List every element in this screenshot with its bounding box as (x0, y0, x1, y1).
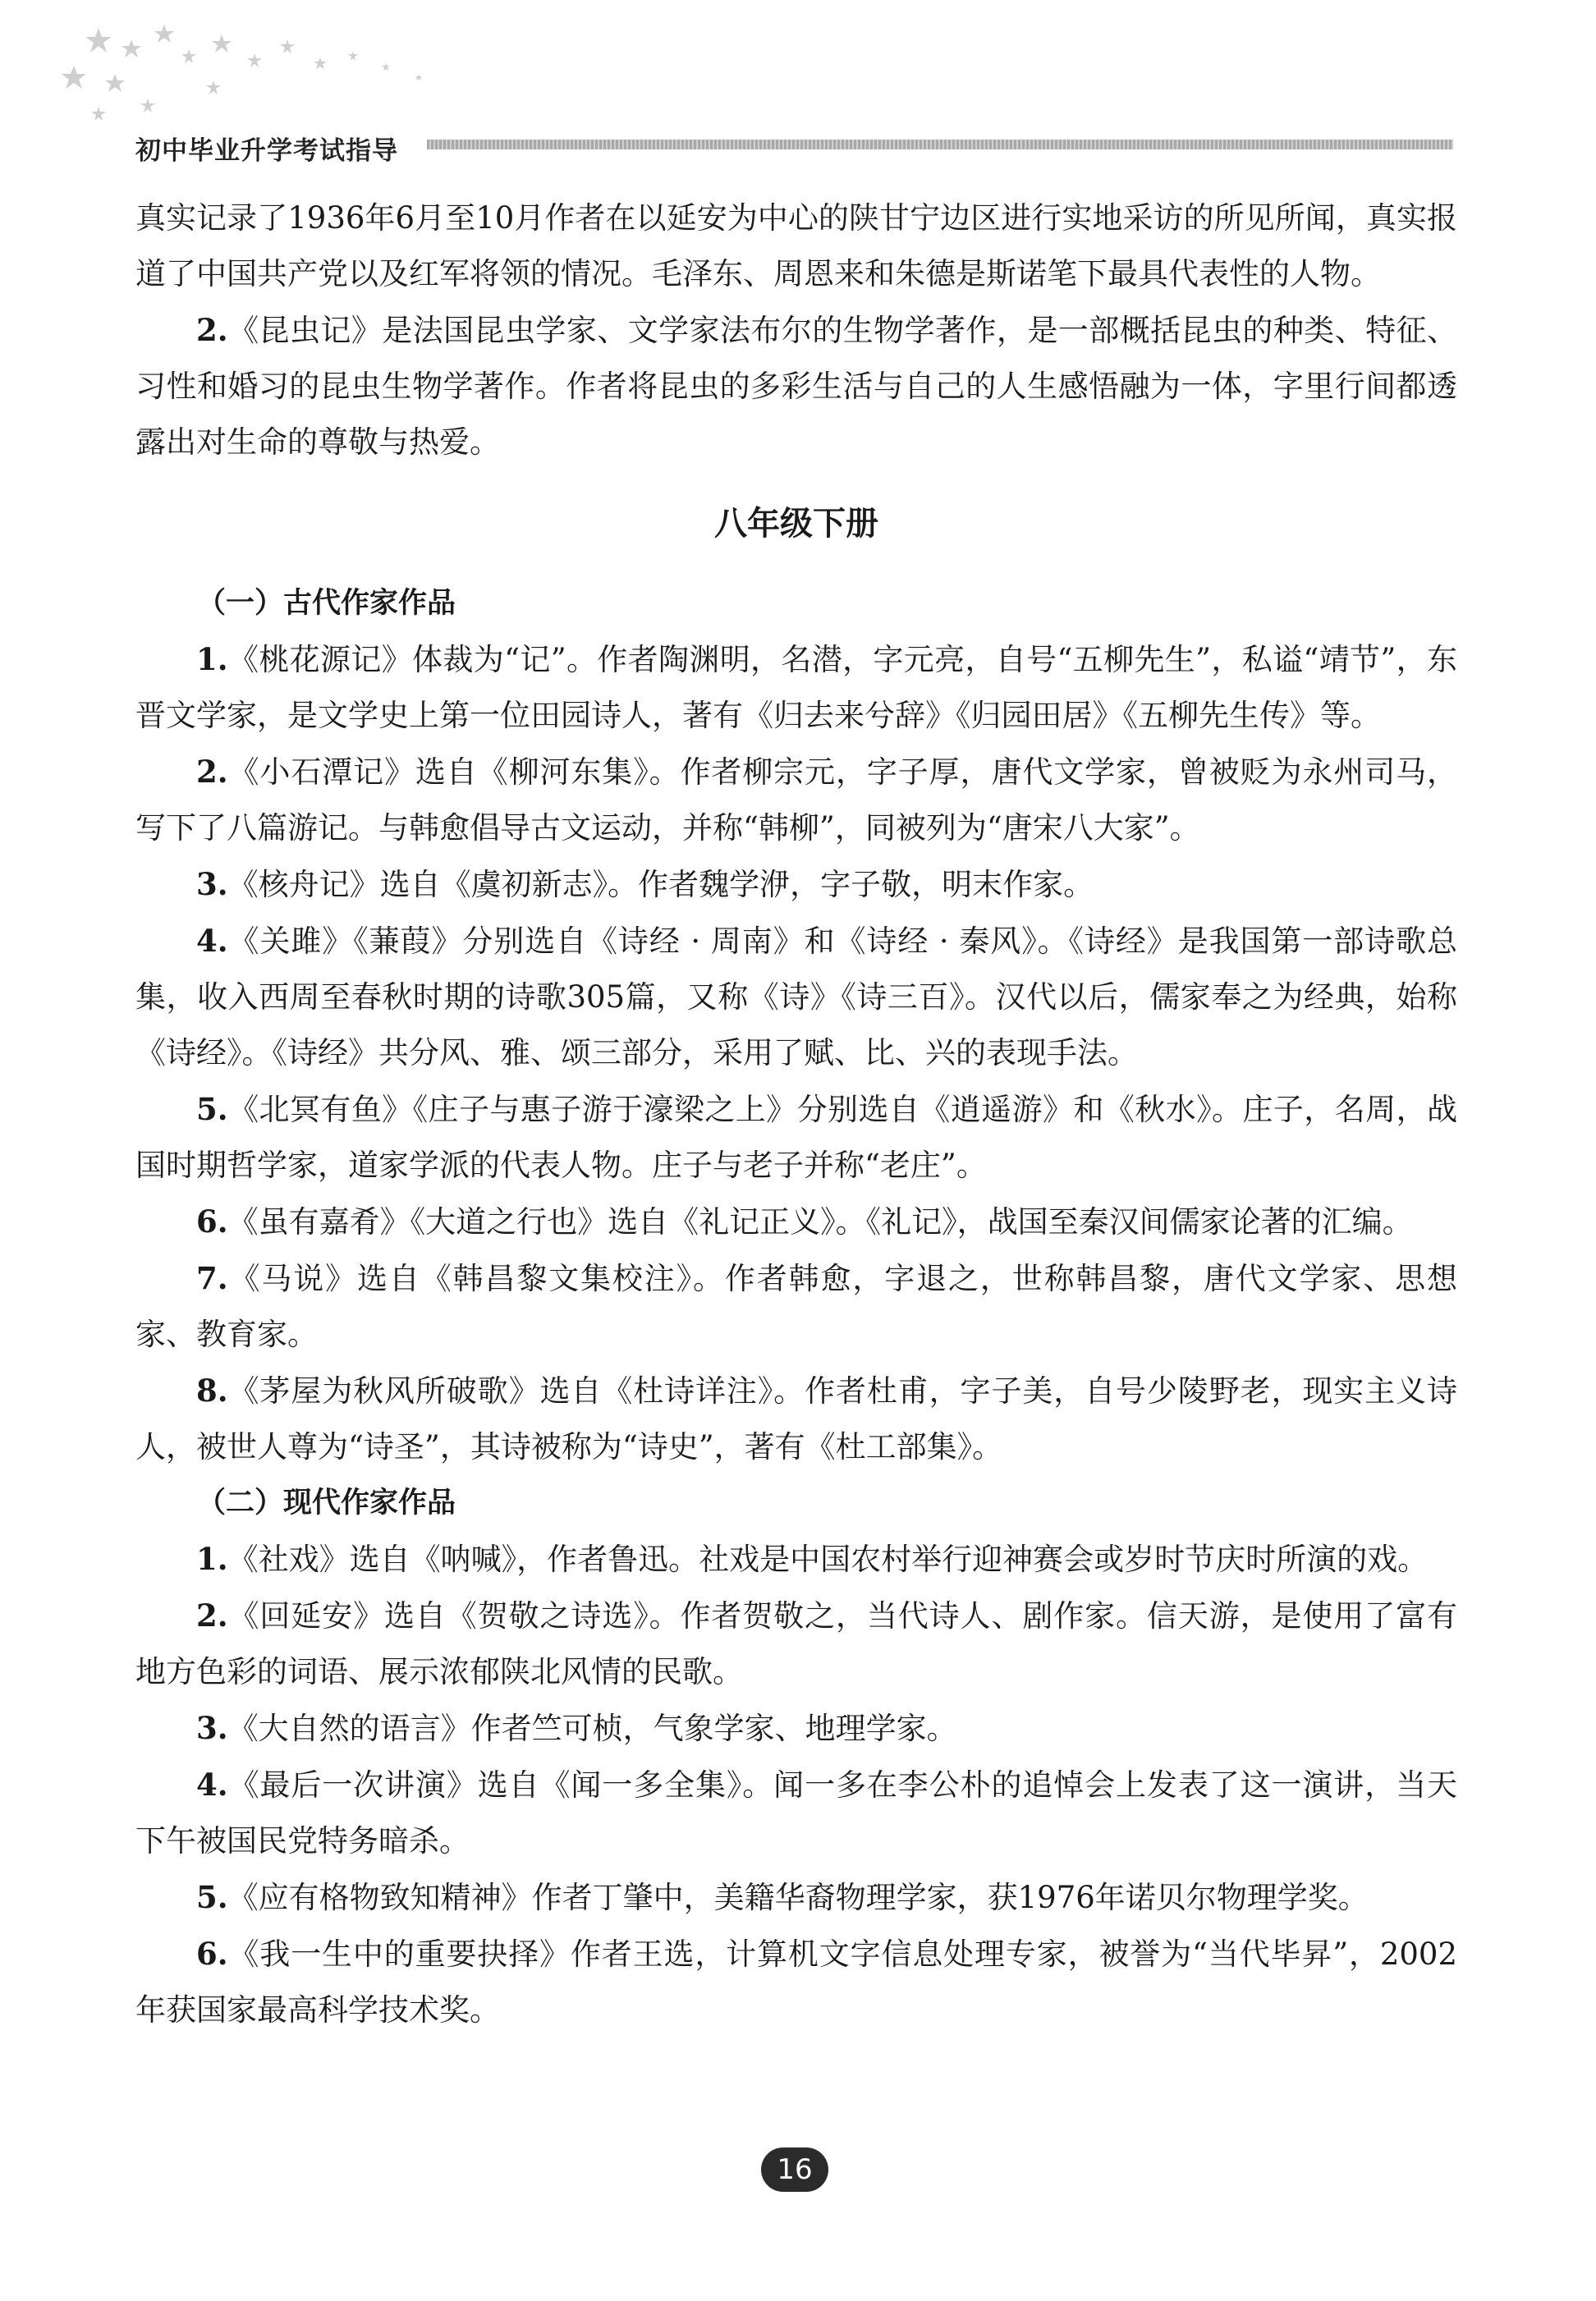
item-number: 4. (196, 1767, 228, 1803)
item-text: 《马说》选自《韩昌黎文集校注》。作者韩愈，字退之，世称韩昌黎，唐代文学家、思想家、教育家。 (135, 1261, 1457, 1352)
list-item (135, 1588, 1457, 1700)
list-item (135, 1869, 1457, 1926)
item-number: 5. (196, 1091, 228, 1127)
item-number: 3. (196, 1710, 228, 1746)
item-text: 《虽有嘉肴》《大道之行也》选自《礼记正义》。《礼记》，战国至秦汉间儒家论著的汇编。 (227, 1204, 1413, 1240)
item-text: 《关雎》《蒹葭》分别选自《诗经 · 周南》和《诗经 · 秦风》。《诗经》是我国第一部诗歌总集，收入西周至春秋时期的诗歌305篇，又称《诗》《诗三百》。汉代以后，儒家奉之为经典，始称《诗经》。《诗经》共分风、雅、颂三部分，采用了赋、比、兴的表现手法。 (135, 924, 1457, 1070)
list-item (135, 1363, 1457, 1475)
item-text: 《昆虫记》是法国昆虫学家、文学家法布尔的生物学著作，是一部概括昆虫的种类、特征、习性和婚习的昆虫生物学著作。作者将昆虫的多彩生活与自己的人生感悟融为一体，字里行间都透露出对生命的尊敬与热爱。 (135, 313, 1457, 460)
item-number: 2. (196, 754, 228, 790)
list-item (135, 302, 1457, 470)
page-content (135, 190, 1457, 2038)
item-text: 《大自然的语言》作者竺可桢，气象学家、地理学家。 (227, 1711, 957, 1746)
item-text: 《茅屋为秋风所破歌》选自《杜诗详注》。作者杜甫，字子美，自号少陵野老，现实主义诗人，被世人尊为“诗圣”，其诗被称为“诗史”，著有《杜工部集》。 (135, 1373, 1457, 1464)
list-item (135, 1926, 1457, 2038)
item-number: 6. (196, 1936, 228, 1972)
header-title: 初中毕业升学考试指导 (135, 136, 398, 166)
item-number: 8. (196, 1373, 228, 1409)
item-text: 《桃花源记》体裁为“记”。作者陶渊明，名潜，字元亮，自号“五柳先生”，私谥“靖节”，东晋文学家，是文学史上第一位田园诗人，著有《归去来兮辞》《归园田居》《五柳先生传》等。 (135, 642, 1457, 733)
list-item (135, 856, 1457, 913)
item-number: 7. (196, 1260, 228, 1296)
item-text: 《小石潭记》选自《柳河东集》。作者柳宗元，字子厚，唐代文学家，曾被贬为永州司马，写下了八篇游记。与韩愈倡导古文运动，并称“韩柳”，同被列为“唐宋八大家”。 (135, 754, 1457, 846)
item-number: 4. (196, 923, 228, 959)
item-number: 2. (196, 312, 228, 348)
header-divider (427, 140, 1453, 149)
item-number: 5. (196, 1879, 228, 1915)
list-item (135, 631, 1457, 744)
item-text: 《社戏》选自《呐喊》，作者鲁迅。社戏是中国农村举行迎神赛会或岁时节庆时所演的戏。 (227, 1542, 1429, 1577)
list-item (135, 744, 1457, 856)
subsection-heading-modern: （二）现代作家作品 (197, 1487, 456, 1519)
item-number: 1. (196, 1541, 228, 1577)
list-item (135, 913, 1457, 1081)
intro-paragraph: 真实记录了1936年6月至10月作者在以延安为中心的陕甘宁边区进行实地采访的所见所闻，真实报道了中国共产党以及红军将领的情况。毛泽东、周恩来和朱德是斯诺笔下最具代表性的人物。 (135, 200, 1457, 291)
subsection-heading-ancient: （一）古代作家作品 (197, 587, 456, 620)
page-number: 16 (761, 2147, 828, 2192)
item-text: 《应有格物致知精神》作者丁肇中，美籍华裔物理学家，获1976年诺贝尔物理学奖。 (227, 1880, 1369, 1915)
list-item (135, 1194, 1457, 1250)
decorative-stars-icon (49, 16, 443, 123)
list-item (135, 1081, 1457, 1194)
section-title: 八年级下册 (714, 505, 878, 543)
item-text: 《最后一次讲演》选自《闻一多全集》。闻一多在李公朴的追悼会上发表了这一演讲，当天下午被国民党特务暗杀。 (135, 1767, 1457, 1859)
list-item (135, 1250, 1457, 1363)
list-item (135, 1700, 1457, 1757)
item-number: 3. (196, 866, 228, 902)
list-item (135, 1757, 1457, 1869)
item-text: 《回延安》选自《贺敬之诗选》。作者贺敬之，当代诗人、剧作家。信天游，是使用了富有地方色彩的词语、展示浓郁陕北风情的民歌。 (135, 1598, 1457, 1689)
item-text: 《我一生中的重要抉择》作者王选，计算机文字信息处理专家，被誉为“当代毕昇”，2002年获国家最高科学技术奖。 (135, 1937, 1457, 2028)
item-number: 2. (196, 1597, 228, 1634)
item-number: 6. (196, 1203, 228, 1240)
list-item (135, 1531, 1457, 1588)
item-number: 1. (196, 641, 228, 677)
item-text: 《核舟记》选自《虞初新志》。作者魏学洢，字子敬，明末作家。 (227, 867, 1094, 902)
item-text: 《北冥有鱼》《庄子与惠子游于濠梁之上》分别选自《逍遥游》和《秋水》。庄子，名周，战国时期哲学家，道家学派的代表人物。庄子与老子并称“老庄”。 (135, 1092, 1457, 1183)
